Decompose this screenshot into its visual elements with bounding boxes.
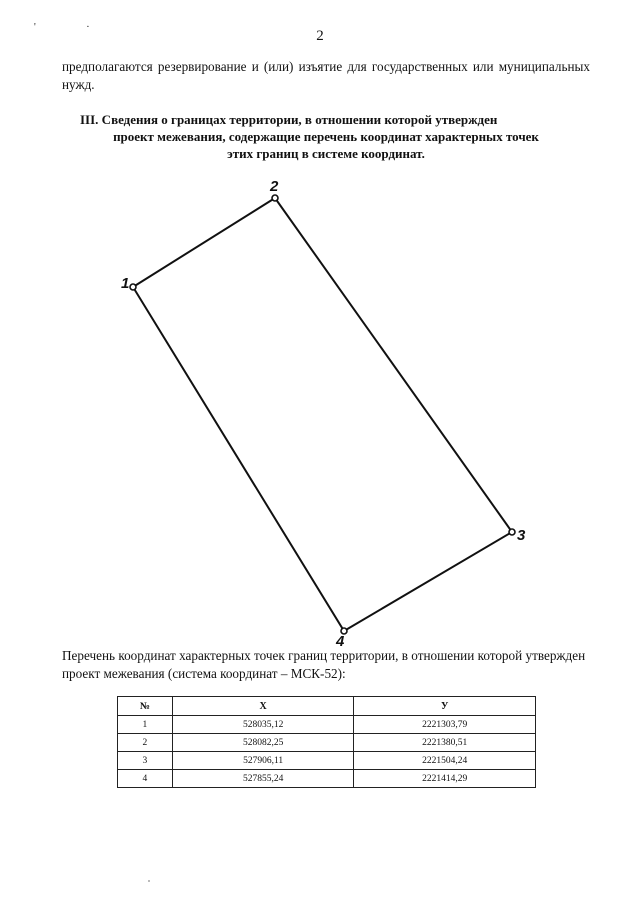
section-heading-line-3: этих границ в системе координат. — [227, 146, 425, 161]
cell-y: 2221414,29 — [354, 770, 536, 788]
vertex-label-4: 4 — [336, 633, 345, 650]
table-row — [118, 770, 536, 788]
intro-paragraph: предполагаются резервирование и (или) изъятие для государственных или муниципальных нужд. — [62, 59, 590, 92]
table-row — [118, 734, 536, 752]
cell-number: 4 — [118, 770, 173, 788]
cell-number: 3 — [118, 752, 173, 770]
cell-x: 527855,24 — [172, 770, 354, 788]
vertex-marker-3 — [509, 529, 515, 535]
cell-number: 2 — [118, 734, 173, 752]
cell-x: 527906,11 — [172, 752, 354, 770]
header-x: X — [172, 697, 354, 716]
section-heading-line-2: проект межевания, содержащие перечень координат характерных точек — [113, 129, 539, 144]
vertex-marker-2 — [272, 195, 278, 201]
boundary-polygon — [133, 198, 512, 631]
cell-y: 2221380,51 — [354, 734, 536, 752]
table-caption: Перечень координат характерных точек границ территории, в отношении которой утвержден проект межевания (система координат – МСК-52): — [62, 648, 586, 681]
cell-x: 528082,25 — [172, 734, 354, 752]
table-header-row — [118, 697, 536, 716]
table-row — [118, 752, 536, 770]
vertex-label-2: 2 — [270, 178, 279, 195]
cell-y: 2221504,24 — [354, 752, 536, 770]
header-y: У — [354, 697, 536, 716]
page-number: 2 — [316, 28, 324, 44]
cell-number: 1 — [118, 716, 173, 734]
coordinates-table — [117, 696, 536, 788]
scan-speck — [148, 880, 150, 882]
cell-y: 2221303,79 — [354, 716, 536, 734]
vertex-label-3: 3 — [517, 527, 526, 544]
table-row — [118, 716, 536, 734]
vertex-label-1: 1 — [121, 275, 130, 292]
vertex-marker-1 — [130, 284, 136, 290]
header-number: № — [118, 697, 173, 716]
cell-x: 528035,12 — [172, 716, 354, 734]
section-heading-line-1: III. Сведения о границах территории, в отношении которой утвержден — [80, 112, 498, 127]
scan-specks: ' · — [34, 22, 114, 33]
